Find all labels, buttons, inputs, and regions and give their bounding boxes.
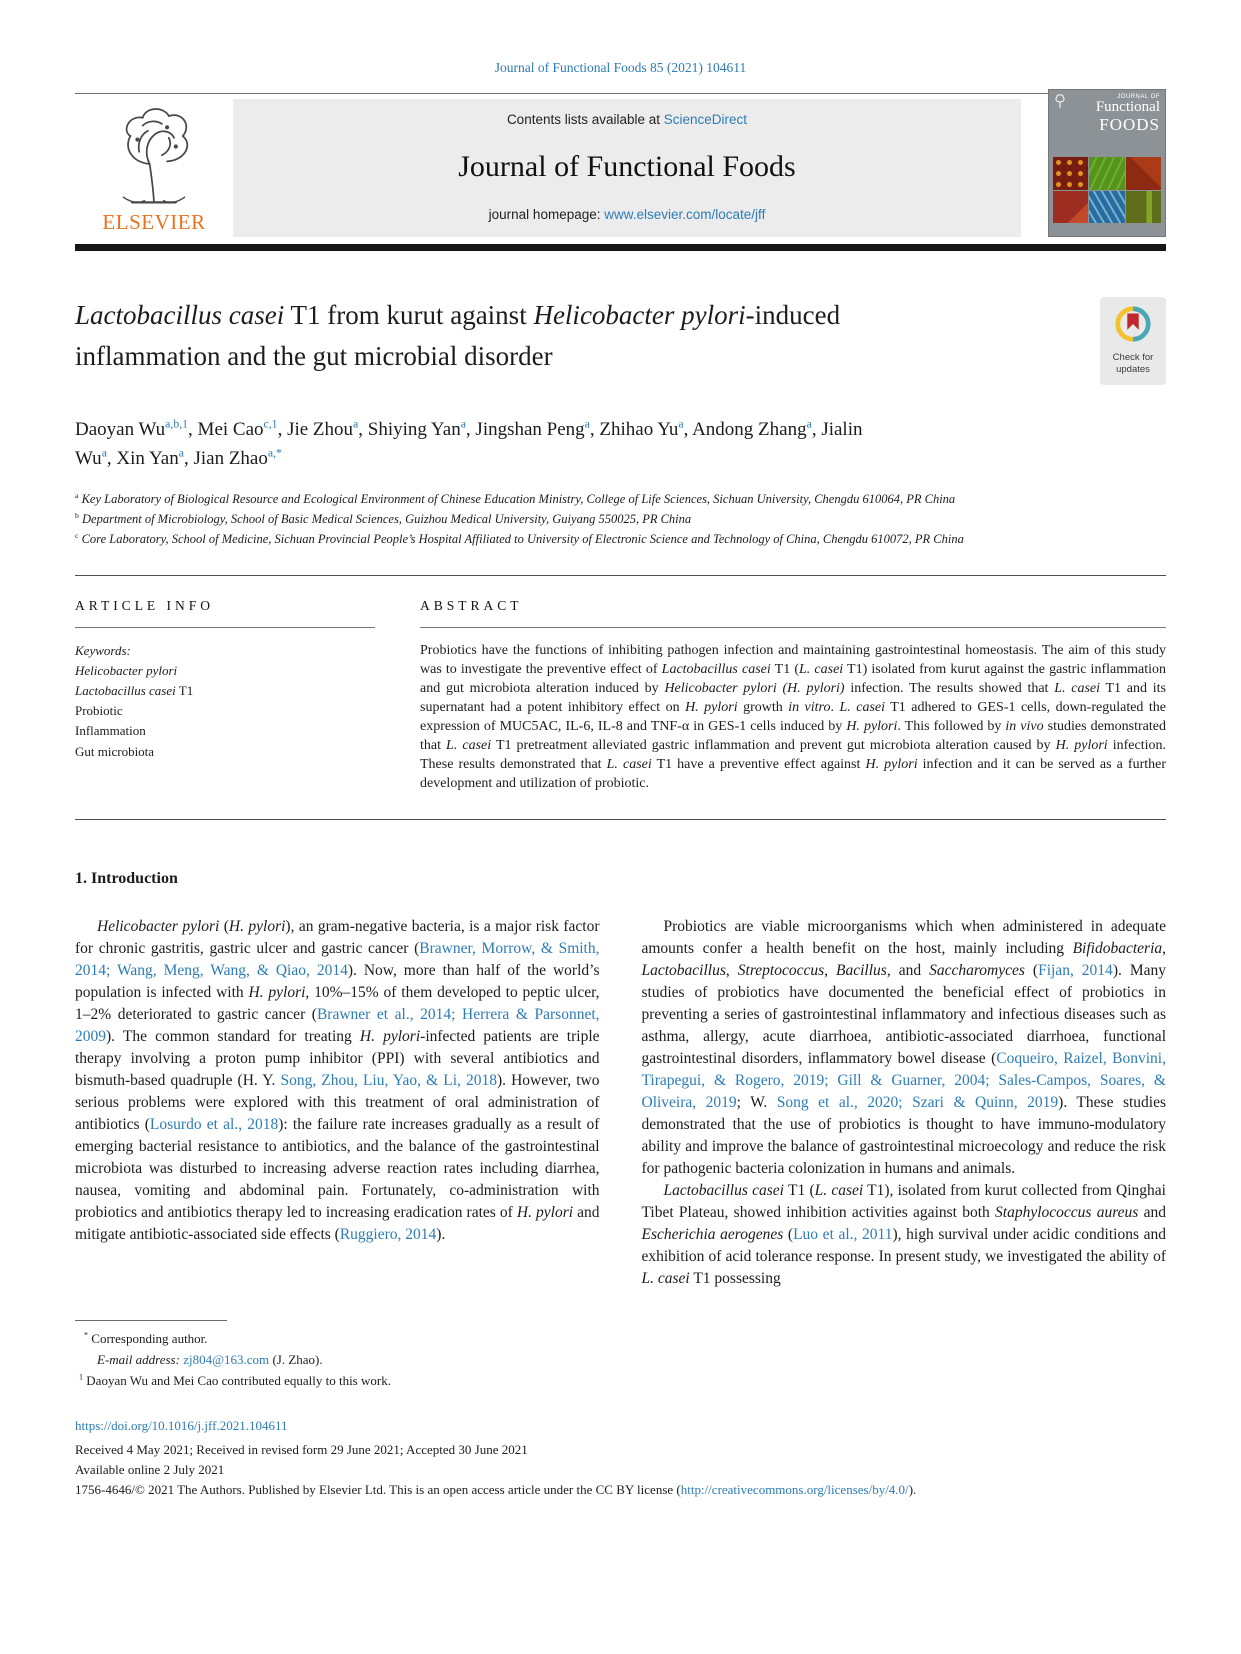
- text-run: H. pylori: [359, 1028, 421, 1046]
- text-run: , Jian Zhao: [183, 448, 268, 470]
- text-run: Streptococcus: [737, 962, 825, 980]
- body-paragraph: [642, 1180, 1167, 1290]
- text-run: Probiotics have the functions of inhibiting pathogen infection and maintaining gastrointestinal homeostasis. The aim of this study was to investigate the preventive effect of: [420, 642, 1166, 677]
- body-paragraph: [75, 916, 600, 1246]
- text-run: , Jingshan Peng: [465, 419, 585, 440]
- text-run: , Xin Yan: [106, 448, 179, 470]
- text-run: T1 adhered to GES-1 cells, down-regulated the expression of MUC5AC, IL-6, IL-8 and TNF-α in GES-1 cells induced by: [420, 699, 1167, 734]
- superscript: 1: [79, 1372, 84, 1382]
- text-run: Daoyan Wu and Mei Cao contributed equally to this work.: [83, 1372, 391, 1388]
- text-run: and: [1138, 1204, 1166, 1222]
- inline-link[interactable]: zj804@163.com: [183, 1351, 270, 1367]
- text-run: L. casei: [839, 699, 885, 715]
- superscript: c,1: [263, 417, 278, 431]
- homepage-link[interactable]: www.elsevier.com/locate/jff: [604, 207, 766, 222]
- text-run: Gut microbiota: [75, 743, 155, 759]
- text-run: Helicobacter pylori: [533, 300, 746, 330]
- journal-cover-thumbnail: [1048, 89, 1166, 237]
- text-run: ).: [436, 1226, 446, 1244]
- text-run: (: [783, 1226, 794, 1244]
- inline-link[interactable]: http://creativecommons.org/licenses/by/4.0/: [680, 1481, 909, 1497]
- text-run: -infected patients are triple therapy involving a proton pump inhibitor (PPI) with several antibiotics and bismuth-based quadruple (H. Y.: [75, 1028, 600, 1090]
- equal-contribution-note: [75, 1371, 1166, 1392]
- text-run: (J. Zhao).: [269, 1351, 323, 1367]
- text-run: , and: [886, 962, 930, 980]
- text-run: , Jie Zhou: [277, 419, 354, 440]
- superscript: a: [584, 417, 590, 431]
- superscript: a: [678, 417, 684, 431]
- text-run: ). Now, more than half of the world’s population is infected with: [75, 962, 600, 1002]
- cover-tile: [1053, 191, 1088, 224]
- cover-tile: [1089, 191, 1124, 224]
- text-run: Inflammation: [75, 723, 146, 739]
- text-run: ,: [824, 962, 837, 980]
- journal-title: Journal of Functional Foods: [458, 150, 796, 183]
- contents-line: [243, 112, 1011, 127]
- text-run: , 10%–15% of them developed to peptic ulcer, 1–2% deteriorated to gastric cancer (: [75, 984, 600, 1024]
- text-run: L. casei: [799, 661, 844, 677]
- keyword: [75, 701, 375, 721]
- elsevier-wordmark: ELSEVIER: [102, 210, 206, 234]
- homepage-line: [243, 207, 1011, 222]
- corresponding-author-note: [75, 1329, 1166, 1350]
- article-footer: [75, 1416, 1166, 1501]
- masthead-black-bar: [75, 244, 1166, 251]
- text-run: ), an gram-negative bacteria, is a major risk factor for chronic gastritis, gastric ulcer and gastric cancer (: [75, 918, 600, 958]
- abstract-column: [420, 576, 1166, 793]
- article-info-column: [75, 576, 375, 793]
- divider: [420, 627, 1166, 628]
- crossmark-icon: [1114, 305, 1152, 343]
- superscript: a: [806, 417, 812, 431]
- text-run: in vivo: [1005, 719, 1044, 734]
- keyword: [75, 721, 375, 741]
- affiliations: [75, 489, 1166, 549]
- text-run: L. casei: [1054, 680, 1100, 696]
- text-run: L. casei: [446, 738, 492, 754]
- article-title: [75, 295, 990, 385]
- text-run: , Andong Zhang: [683, 419, 807, 440]
- text-run: H. pylori: [516, 1204, 574, 1222]
- received-dates: Received 4 May 2021; Received in revised form 29 June 2021; Accepted 30 June 2021: [75, 1441, 528, 1457]
- text-run: Corresponding author.: [88, 1331, 208, 1347]
- affiliation: [75, 489, 1166, 509]
- email-note: [75, 1350, 1166, 1371]
- left-column: [75, 916, 600, 1290]
- text-run: H. pylori: [1055, 738, 1108, 754]
- text-run: ): the failure rate increases gradually as a result of emerging bacterial resistance to antibiotics, and the balance of the gastrointestinal microbiota was disturbed to increasing adverse reaction rates including diarrhea, nausea, vomiting and abdominal pain. Fortunately, co-administration with probiotics and antibiotics therapy led to increasing eradication rates of: [75, 1116, 600, 1222]
- cover-mosaic: [1053, 157, 1161, 223]
- superscript: a: [75, 490, 79, 500]
- text-run: ; W.: [736, 1094, 777, 1112]
- text-run: Bifidobacteria: [1072, 940, 1163, 958]
- doi-link[interactable]: https://doi.org/10.1016/j.jff.2021.104611: [75, 1417, 288, 1433]
- masthead-band: [233, 99, 1021, 237]
- cover-tile: [1126, 157, 1161, 190]
- article-info-heading: ARTICLE INFO: [75, 597, 215, 613]
- text-run: Escherichia aerogenes: [641, 1226, 784, 1244]
- body-columns: [75, 916, 1166, 1290]
- text-run: ,: [1162, 940, 1166, 958]
- superscript: b: [75, 510, 79, 520]
- masthead: [75, 94, 1166, 237]
- homepage-prefix: journal homepage:: [488, 207, 605, 222]
- text-run: ). These studies demonstrated that the use of probiotics is thought to have immuno-modulatory ability and improve the balance of gastrointestinal microecology and reduce the risk for pathogenic bacteria colonization in humans and animals.: [641, 1094, 1167, 1178]
- text-run: Helicobacter pylori: [75, 663, 178, 679]
- inline-link[interactable]: Song, Zhou, Liu, Yao, & Li, 2018: [280, 1072, 497, 1090]
- superscript: a: [353, 417, 359, 431]
- text-run: T1), isolated from kurut collected from Qinghai Tibet Plateau, showed inhibition activities against both: [641, 1182, 1166, 1222]
- superscript: a: [178, 447, 184, 461]
- affiliation: [75, 529, 1166, 549]
- contents-prefix: Contents lists available at: [506, 112, 664, 127]
- keywords-label: Keywords:: [75, 642, 131, 658]
- text-run: , Zhihao Yu: [589, 419, 679, 440]
- inline-link[interactable]: Ruggiero, 2014: [339, 1226, 437, 1244]
- section-heading-introduction: 1. Introduction: [75, 870, 178, 888]
- abstract-text: [420, 641, 1166, 793]
- text-run: T1 (: [784, 1182, 815, 1200]
- text-run: H. pylori: [248, 984, 306, 1002]
- text-run: -induced inflammation and the gut microbial disorder: [75, 300, 841, 371]
- text-run: T1 from kurut against: [284, 300, 534, 330]
- text-run: ). Many studies of probiotics have documented the beneficial effect of probiotics in preventing a series of gastrointestinal inflammatory and infectious diseases such as asthma, allergy, acute diarrhoea, antibiotic-associated diarrhoea, functional gastrointestinal disorders, inflammatory bowel disease (: [641, 962, 1167, 1068]
- text-run: H. pylori: [846, 719, 898, 734]
- inline-link[interactable]: Fijan, 2014: [1038, 962, 1113, 980]
- superscript: a: [460, 417, 466, 431]
- text-run: T1) isolated from kurut against the gastric inflammation and gut microbiota alteration induced by: [420, 661, 1166, 696]
- text-run: growth: [737, 699, 789, 715]
- sciencedirect-link[interactable]: ScienceDirect: [663, 112, 748, 127]
- text-run: H. pylori: [228, 918, 286, 936]
- text-run: T1 possessing: [689, 1270, 781, 1288]
- text-run: infection. The results showed that: [844, 680, 1055, 696]
- keyword: [75, 681, 375, 701]
- text-run: . This followed by: [897, 719, 1006, 734]
- text-run: ,: [725, 962, 738, 980]
- check-badge-label: Check for updates: [1112, 352, 1154, 375]
- inline-link[interactable]: Coqueiro, Raizel, Bonvini, Tirapegui, & Rogero, 2019; Gill & Guarner, 2004; Sales-Campos, Soares, & Oliveira, 2019: [641, 1050, 1166, 1112]
- info-abstract-block: [75, 576, 1166, 793]
- text-run: .: [830, 699, 840, 715]
- keyword: [75, 742, 375, 762]
- superscript: *: [84, 1330, 89, 1340]
- check-for-updates-badge[interactable]: [1100, 297, 1166, 385]
- text-run: T1 and its supernatant had a potent inhibitory effect on: [420, 680, 1166, 715]
- cover-tile: [1089, 157, 1124, 190]
- elsevier-tree-icon: [106, 106, 202, 208]
- text-run: Probiotic: [75, 703, 123, 719]
- text-run: ).: [908, 1481, 917, 1497]
- right-column: [642, 916, 1167, 1290]
- divider: [75, 819, 1166, 820]
- text-run: Core Laboratory, School of Medicine, Sichuan Provincial People’s Hospital Affiliated to University of Electronic Science and Technology of China, Chengdu 610072, PR China: [78, 531, 964, 546]
- text-run: Helicobacter pylori (H. pylori): [664, 680, 845, 696]
- author-list: [75, 415, 890, 474]
- text-run: , Jialin Wu: [75, 419, 863, 470]
- cover-tile: [1126, 191, 1161, 224]
- inline-link[interactable]: Brawner, Morrow, & Smith, 2014; Wang, Meng, Wang, & Qiao, 2014: [75, 940, 600, 980]
- text-run: T1 pretreatment alleviated gastric inflammation and prevent gut microbiota alteration caused by: [491, 738, 1056, 754]
- journal-citation-link[interactable]: Journal of Functional Foods 85 (2021) 104611: [494, 60, 747, 75]
- text-run: in vitro: [788, 699, 831, 715]
- text-run: 1756-4646/© 2021 The Authors. Published by Elsevier Ltd. This is an open access article under the CC BY license (: [75, 1481, 681, 1497]
- text-run: Lactobacillus casei: [661, 661, 771, 677]
- superscript: a,b,1: [165, 417, 189, 431]
- text-run: Helicobacter pylori: [97, 918, 220, 936]
- cover-tile: [1053, 157, 1088, 190]
- text-run: infection. These results demonstrated that: [420, 738, 1167, 773]
- text-run: (: [219, 918, 229, 936]
- text-run: Daoyan Wu: [75, 419, 166, 440]
- text-run: Probiotics are viable microorganisms which when administered in adequate amounts confer a health benefit on the host, mainly including: [641, 918, 1166, 958]
- cover-title: JOURNAL OF Functional FOODS: [1095, 94, 1160, 135]
- text-run: Department of Microbiology, School of Basic Medical Sciences, Guizhou Medical University, Guiyang 550025, PR China: [78, 511, 692, 526]
- text-run: H. pylori: [865, 757, 918, 773]
- text-run: Lactobacillus: [641, 962, 726, 980]
- text-run: ). The common standard for treating: [106, 1028, 360, 1046]
- text-run: L. casei: [814, 1182, 864, 1200]
- text-run: Saccharomyces: [929, 962, 1025, 980]
- text-run: , Shiying Yan: [358, 419, 461, 440]
- text-run: Bacillus: [836, 962, 887, 980]
- text-run: L. casei: [641, 1270, 690, 1288]
- text-run: Lactobacillus casei: [75, 300, 285, 330]
- inline-link[interactable]: Losurdo et al., 2018: [149, 1116, 279, 1134]
- text-run: Key Laboratory of Biological Resource and Ecological Environment of Chinese Education Ministry, College of Life Sciences, Sichuan University, Chengdu 610064, PR China: [78, 491, 956, 506]
- text-run: and mitigate antibiotic-associated side effects (: [75, 1204, 600, 1244]
- text-run: Staphylococcus aureus: [995, 1204, 1139, 1222]
- text-run: (: [1024, 962, 1039, 980]
- cover-tree-icon: [1054, 94, 1066, 109]
- body-paragraph: [642, 916, 1167, 1180]
- inline-link[interactable]: Song et al., 2020; Szari & Quinn, 2019: [776, 1094, 1059, 1112]
- top-divider: [75, 93, 1166, 94]
- text-run: H. pylori: [685, 699, 738, 715]
- superscript: a: [101, 447, 107, 461]
- superscript: a,*: [267, 447, 282, 461]
- keywords-block: [75, 641, 375, 762]
- divider: [75, 627, 375, 628]
- text-run: infection and it can be served as a further development and utilization of probiotic.: [420, 757, 1167, 792]
- text-run: , Mei Cao: [188, 419, 264, 440]
- affiliation: [75, 509, 1166, 529]
- inline-link[interactable]: Luo et al., 2011: [793, 1226, 893, 1244]
- text-run: T1: [175, 683, 194, 699]
- text-run: Lactobacillus casei: [663, 1182, 784, 1200]
- superscript: c: [75, 530, 79, 540]
- text-run: T1 have a preventive effect against: [651, 757, 866, 773]
- text-run: T1 (: [770, 661, 799, 677]
- text-run: ), high survival under acidic conditions and exhibition of acid tolerance response. In present study, we investigated the ability of: [641, 1226, 1166, 1266]
- text-run: E-mail address:: [97, 1351, 180, 1367]
- text-run: L. casei: [606, 757, 652, 773]
- text-run: studies demonstrated that: [420, 719, 1166, 754]
- journal-cover: [1048, 94, 1166, 237]
- text-run: ). However, two serious problems were explored with this treatment of oral administration of antibiotics (: [75, 1072, 600, 1134]
- available-online: Available online 2 July 2021: [75, 1461, 225, 1477]
- inline-link[interactable]: Brawner et al., 2014; Herrera & Parsonnet, 2009: [75, 1006, 600, 1046]
- keyword: [75, 661, 375, 681]
- license-line: [75, 1480, 1166, 1500]
- text-run: Lactobacillus casei: [75, 683, 176, 699]
- abstract-heading: ABSTRACT: [420, 597, 523, 613]
- footnotes: [75, 1329, 1166, 1391]
- elsevier-logo: [75, 99, 233, 237]
- footnote-divider: [75, 1320, 227, 1321]
